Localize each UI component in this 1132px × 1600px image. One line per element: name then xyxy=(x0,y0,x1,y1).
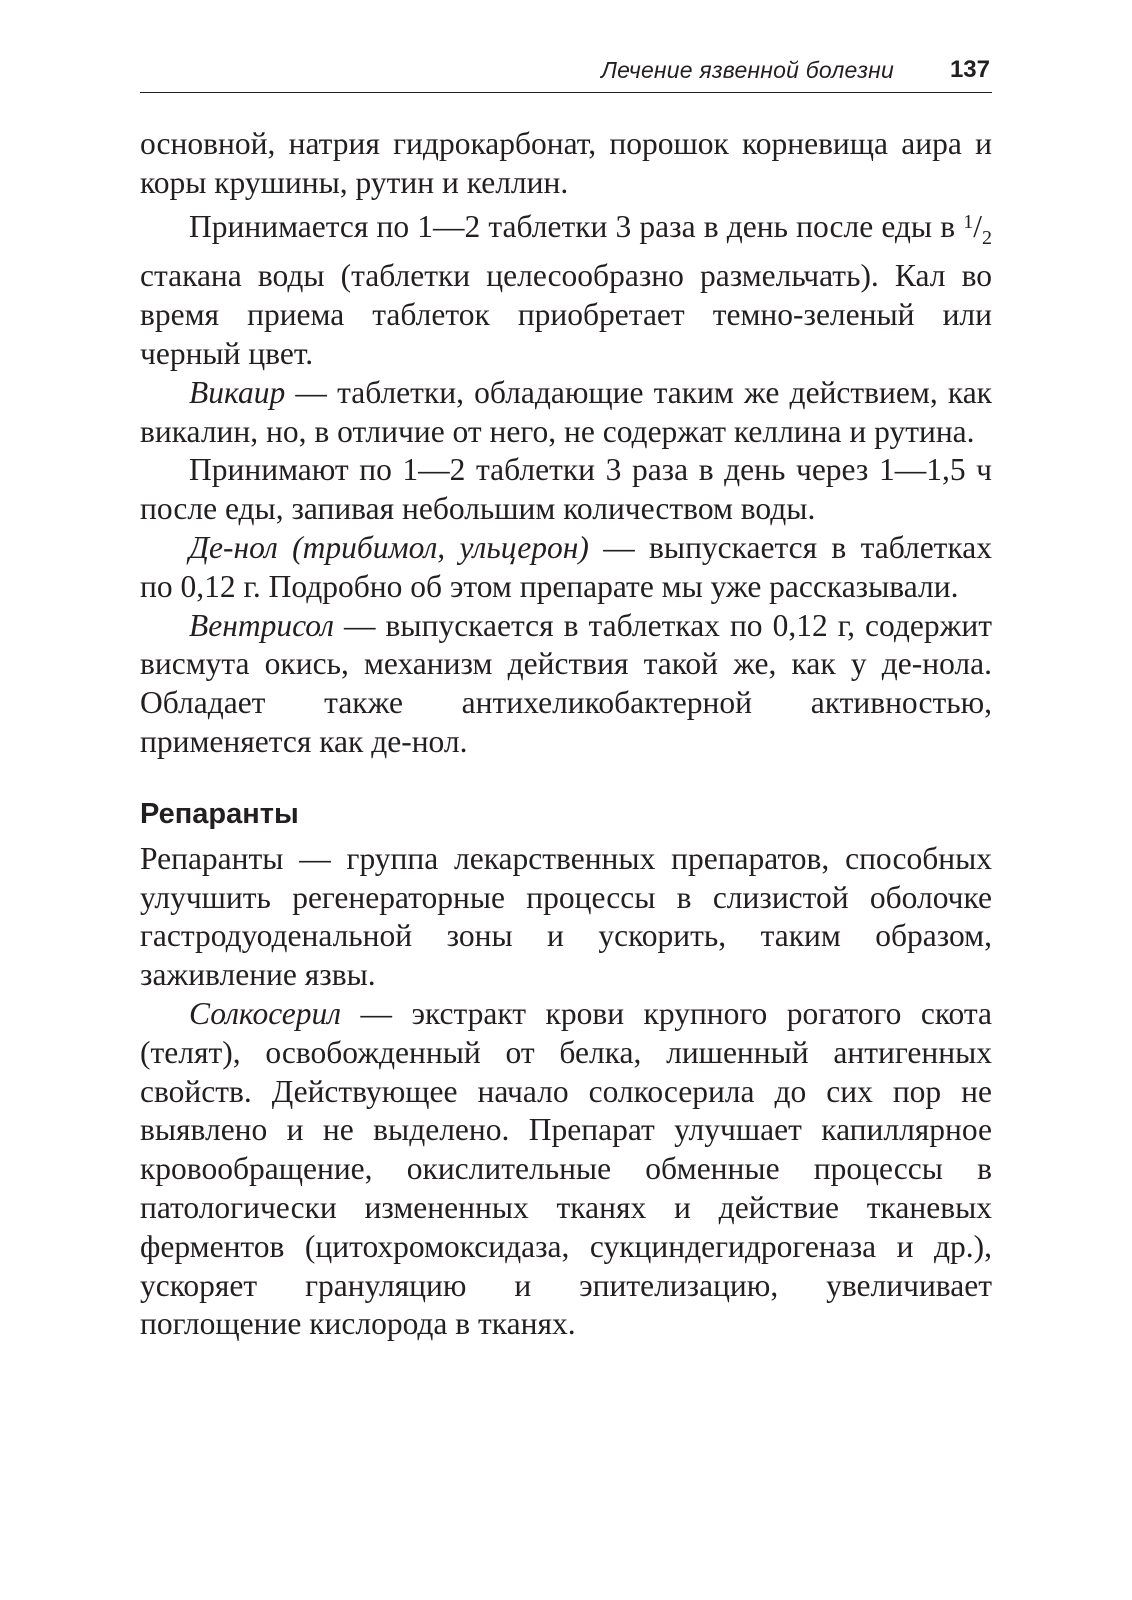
paragraph xyxy=(140,840,992,995)
paragraph xyxy=(140,995,992,1344)
body-text xyxy=(140,125,992,1344)
fraction-numerator: 1 xyxy=(963,210,974,233)
drug-name: Солкосерил xyxy=(189,995,341,1031)
paragraph-text: основной, натрия гидрокарбонат, порошок корневища аира и коры крушины, рутин и келлин. xyxy=(140,126,992,200)
paragraph-text: Принимается по 1—2 таблетки 3 раза в день после еды в xyxy=(189,208,964,244)
paragraph xyxy=(140,529,992,607)
paragraph xyxy=(140,451,992,529)
book-page xyxy=(140,52,992,1344)
paragraph-text: — выпускается в таблетках по 0,12 г. Подробно об этом препарате мы уже рассказывали. xyxy=(140,529,993,604)
paragraph-text: Принимают по 1—2 таблетки 3 раза в день через 1—1,5 ч после еды, запивая небольшим количеством воды. xyxy=(140,452,992,527)
fraction xyxy=(963,208,992,249)
running-header xyxy=(140,52,992,93)
paragraph xyxy=(140,607,992,762)
drug-name: Вентрисол xyxy=(189,607,334,643)
drug-name: Викаир xyxy=(189,374,286,410)
paragraph xyxy=(140,203,992,374)
fraction-denominator: 2 xyxy=(982,226,992,249)
paragraph-text: — экстракт крови крупного рогатого скота (телят), освобожденный от белка, лишенный антигенных свойств. Действующее начало солкосерила до сих пор не выявлено и не выделено. Препарат улучшает капиллярное кровообращение, окислительные обменные процессы в патологически измененных тканях и действие тканевых ферментов (цитохромоксидаза, сукциндегидрогеназа и др.), ускоряет грануляцию и эпителизацию, увеличивает поглощение кислорода в тканях. xyxy=(140,995,992,1342)
paragraph xyxy=(140,374,992,452)
page-number: 137 xyxy=(949,56,990,83)
section-heading: Репаранты xyxy=(140,797,299,830)
paragraph-text: — выпускается в таблетках по 0,12 г, содержит висмута окись, механизм действия такой же, как у де-нола. Обладает также антихеликобактерной активностью, применяется как де-нол. xyxy=(140,607,992,759)
paragraph xyxy=(140,125,992,203)
paragraph-text: — таблетки, обладающие таким же действием, как викалин, но, в отличие от него, не содержат келлина и рутина. xyxy=(140,374,992,449)
running-title: Лечение язвенной болезни xyxy=(601,57,894,83)
paragraph-text: стакана воды (таблетки целесообразно размельчать). Кал во время приема таблеток приобретает темно-зеленый или черный цвет. xyxy=(140,258,992,371)
drug-name: Де-нол (трибимол, ульцерон) xyxy=(189,529,589,565)
fraction-slash: / xyxy=(973,208,982,244)
paragraph-text: Репаранты — группа лекарственных препаратов, способных улучшить регенераторные процессы в слизистой оболочке гастродуоденальной зоны и ускорить, таким образом, заживление язвы. xyxy=(140,840,992,993)
